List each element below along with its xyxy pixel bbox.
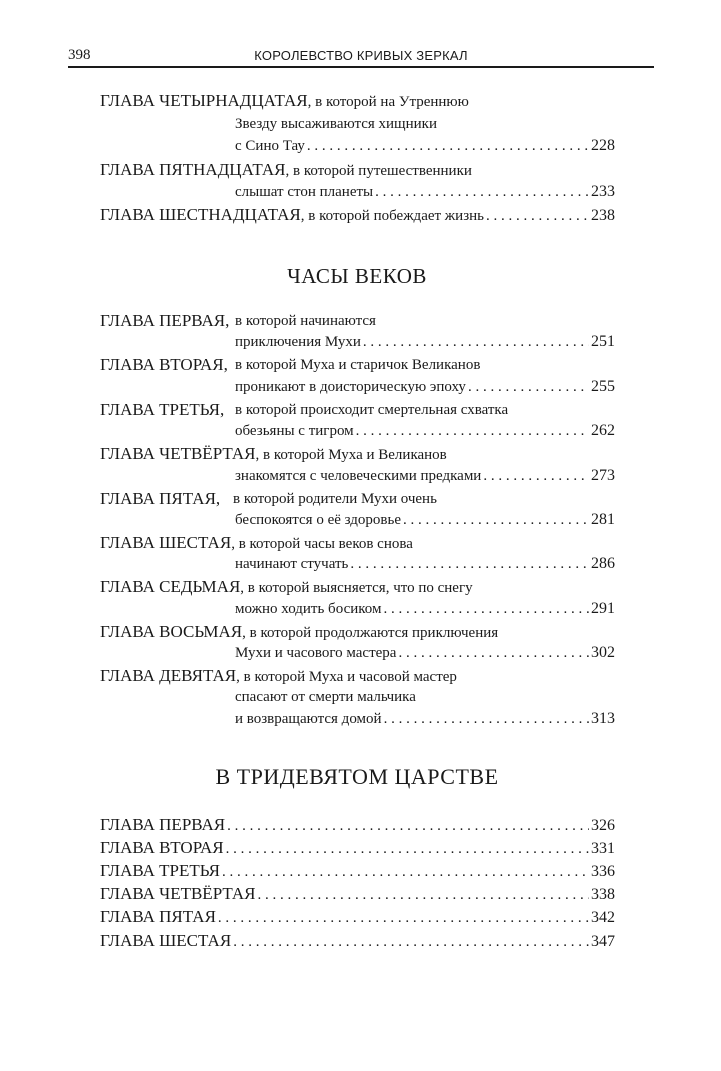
chapter-label: ГЛАВА ПЯТАЯ: [100, 907, 216, 926]
header-rule: [68, 66, 654, 68]
chapter-desc: , в которой Муха и Великанов: [255, 447, 447, 463]
chapter-label: ГЛАВА ВТОРАЯ,: [100, 355, 228, 374]
toc-entry-line: [100, 813, 615, 837]
chapter-label: ГЛАВА ТРЕТЬЯ,: [100, 400, 225, 419]
chapter-desc: , в которой часы веков снова: [231, 536, 413, 552]
chapter-label: ГЛАВА ЧЕТЫРНАДЦАТАЯ: [100, 91, 308, 110]
chapter-desc: начинают стучать: [235, 556, 349, 572]
toc-entry-line: [100, 905, 615, 929]
toc-entry-line: [235, 707, 615, 731]
toc-entry-line: [100, 882, 615, 906]
page-ref: 347: [591, 933, 615, 950]
chapter-label: ГЛАВА ТРЕТЬЯ: [100, 861, 220, 880]
page-ref: 238: [591, 207, 615, 224]
leader-dots: [384, 707, 589, 731]
toc-entry-line: [235, 552, 615, 576]
leader-dots: [383, 597, 589, 621]
leader-dots: [350, 552, 589, 576]
chapter-label: ГЛАВА СЕДЬМАЯ: [100, 577, 241, 596]
chapter-desc: обезьяны с тигром: [235, 423, 354, 439]
chapter-desc: знакомятся с человеческими предками: [235, 468, 482, 484]
chapter-label: ГЛАВА ШЕСТАЯ: [100, 533, 232, 552]
page-ref: 262: [591, 422, 615, 439]
toc-entry-line: спасают от смерти мальчика: [235, 689, 416, 705]
page-ref: 336: [591, 863, 615, 880]
leader-dots: [258, 883, 589, 907]
page-ref: 326: [591, 817, 615, 834]
chapter-label: ГЛАВА ПЕРВАЯ,: [100, 311, 230, 330]
chapter-label: ГЛАВА ВОСЬМАЯ: [100, 622, 243, 641]
chapter-desc: , в которой продолжаются приключения: [242, 625, 499, 641]
chapter-label: ГЛАВА ВТОРАЯ: [100, 838, 224, 857]
page-ref: 273: [591, 467, 615, 484]
leader-dots: [218, 906, 589, 930]
chapter-desc: , в которой выясняется, что по снегу: [240, 580, 473, 596]
chapter-label: ГЛАВА ЧЕТВЁРТАЯ: [100, 884, 256, 903]
leader-dots: [227, 814, 589, 838]
toc-entry-line: [235, 419, 615, 443]
page-ref: 286: [591, 555, 615, 572]
chapter-desc: с Сино Тау: [235, 138, 305, 154]
toc-entry-line: [100, 309, 229, 333]
toc-entry-line: [100, 203, 615, 227]
page-ref: 331: [591, 840, 615, 857]
leader-dots: [233, 930, 589, 954]
toc-entry-line: [100, 929, 615, 953]
page-ref: 251: [591, 333, 615, 350]
chapter-label: ГЛАВА ПЯТАЯ,: [100, 489, 221, 508]
leader-dots: [468, 375, 589, 399]
leader-dots: [375, 180, 589, 204]
page-ref: 228: [591, 137, 615, 154]
toc-entry-line: [100, 398, 224, 422]
chapter-desc: беспокоятся о её здоровье: [235, 512, 402, 528]
chapter-desc: в которой Муха и старичок Великанов: [235, 357, 481, 373]
page-ref: 342: [591, 909, 615, 926]
chapter-desc: в которой родители Мухи очень: [233, 491, 437, 507]
leader-dots: [398, 641, 589, 665]
page-header: [68, 47, 654, 67]
chapter-label: ГЛАВА ЧЕТВЁРТАЯ: [100, 444, 256, 463]
page-ref: 233: [591, 183, 615, 200]
page-ref: 291: [591, 600, 615, 617]
chapter-label: ГЛАВА ШЕСТНАДЦАТАЯ: [100, 205, 301, 224]
leader-dots: [356, 419, 589, 443]
chapter-label: ГЛАВА ПЯТНАДЦАТАЯ: [100, 160, 286, 179]
toc-entry-line: [235, 508, 615, 532]
page-ref: 281: [591, 511, 615, 528]
page-number: 398: [68, 47, 91, 63]
page-ref: 338: [591, 886, 615, 903]
toc-entry-line: [100, 89, 469, 113]
chapter-desc: в которой начинаются: [235, 313, 376, 329]
leader-dots: [226, 837, 589, 861]
chapter-desc: Мухи и часового мастера: [235, 645, 397, 661]
toc-entry-line: [100, 487, 220, 511]
toc-entry-line: [100, 158, 472, 182]
toc-entry-line: [100, 836, 615, 860]
leader-dots: [483, 464, 589, 488]
toc-entry-line: Звезду высаживаются хищники: [235, 116, 437, 132]
section-title: ЧАСЫ ВЕКОВ: [287, 264, 427, 288]
chapter-label: ГЛАВА ПЕРВАЯ: [100, 815, 226, 834]
chapter-desc: , в которой путешественники: [285, 163, 472, 179]
toc-entry-line: [235, 641, 615, 665]
chapter-desc: , в которой Муха и часовой мастер: [236, 669, 457, 685]
running-title: КОРОЛЕВСТВО КРИВЫХ ЗЕРКАЛ: [254, 48, 468, 63]
leader-dots: [363, 330, 589, 354]
toc-entry-line: [235, 134, 615, 158]
toc-entry-line: [100, 575, 473, 599]
chapter-desc: можно ходить босиком: [235, 601, 382, 617]
chapter-label: ГЛАВА ШЕСТАЯ: [100, 931, 232, 950]
page-ref: 302: [591, 644, 615, 661]
toc-entry-line: [235, 464, 615, 488]
chapter-desc: проникают в доисторическую эпоху: [235, 379, 466, 395]
page-ref: 255: [591, 378, 615, 395]
chapter-desc: приключения Мухи: [235, 334, 361, 350]
toc-entry-line: [235, 597, 615, 621]
toc-entry-line: [235, 330, 615, 354]
toc-entry-line: [235, 375, 615, 399]
toc-entry-line: [100, 442, 447, 466]
chapter-desc: , в которой побеждает жизнь: [300, 208, 484, 224]
toc-entry-line: [100, 353, 228, 377]
toc-entry-line: [235, 180, 615, 204]
chapter-desc: и возвращаются домой: [235, 711, 382, 727]
toc-entry-line: [100, 859, 615, 883]
leader-dots: [486, 204, 589, 228]
leader-dots: [307, 134, 589, 158]
chapter-desc: в которой происходит смертельная схватка: [235, 402, 509, 418]
leader-dots: [403, 508, 589, 532]
chapter-desc: слышат стон планеты: [235, 184, 374, 200]
leader-dots: [222, 860, 589, 884]
section-title: В ТРИДЕВЯТОМ ЦАРСТВЕ: [215, 764, 499, 789]
page-ref: 313: [591, 710, 615, 727]
chapter-label: ГЛАВА ДЕВЯТАЯ: [100, 666, 237, 685]
chapter-desc: , в которой на Утреннюю: [307, 94, 469, 110]
